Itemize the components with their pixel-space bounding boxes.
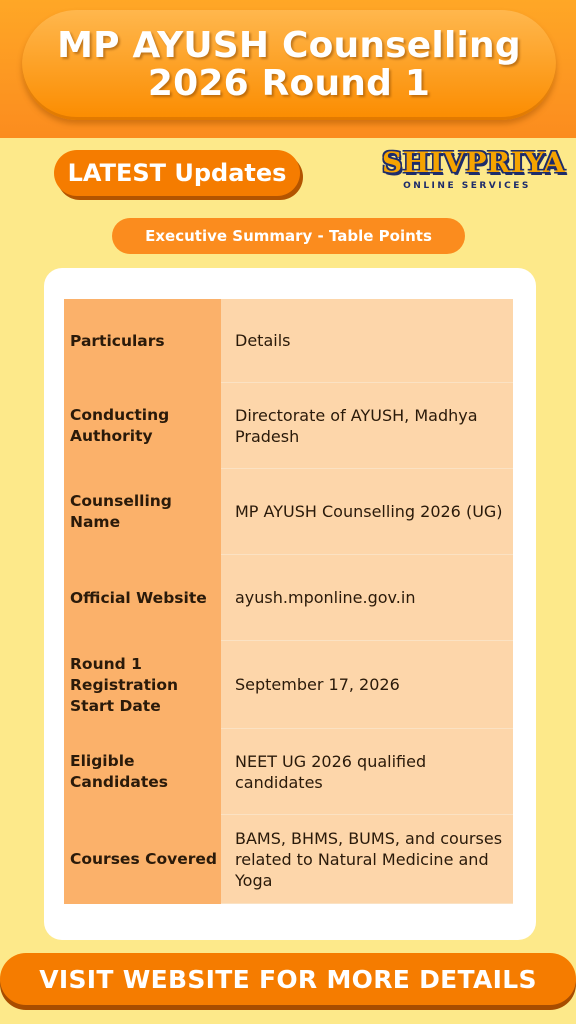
visit-website-button[interactable]: VISIT WEBSITE FOR MORE DETAILS bbox=[0, 953, 576, 1005]
table-row bbox=[64, 469, 513, 555]
row-label: Counselling Name bbox=[64, 469, 221, 555]
row-value: BAMS, BHMS, BUMS, and courses related to Natural Medicine and Yoga bbox=[221, 815, 513, 904]
table-row bbox=[64, 555, 513, 641]
summary-table bbox=[64, 299, 513, 904]
latest-updates-badge: LATEST Updates bbox=[54, 150, 300, 196]
row-label: Official Website bbox=[64, 555, 221, 641]
row-value: MP AYUSH Counselling 2026 (UG) bbox=[221, 469, 513, 555]
table-row bbox=[64, 729, 513, 815]
shivpriya-logo bbox=[382, 146, 566, 198]
row-value: ayush.mponline.gov.in bbox=[221, 555, 513, 641]
table-row bbox=[64, 299, 513, 383]
row-label: Courses Covered bbox=[64, 815, 221, 904]
table-row bbox=[64, 815, 513, 904]
logo-tagline: ONLINE SERVICES bbox=[403, 181, 531, 191]
title-line-2: 2026 Round 1 bbox=[147, 63, 431, 104]
row-value: Details bbox=[221, 299, 513, 383]
row-value: Directorate of AYUSH, Madhya Pradesh bbox=[221, 383, 513, 469]
page-title bbox=[22, 10, 556, 120]
table-row bbox=[64, 383, 513, 469]
row-label: Conducting Authority bbox=[64, 383, 221, 469]
row-label: Particulars bbox=[64, 299, 221, 383]
section-label: Executive Summary - Table Points bbox=[112, 218, 465, 254]
row-label: Eligible Candidates bbox=[64, 729, 221, 815]
table-row bbox=[64, 641, 513, 729]
title-line-1: MP AYUSH Counselling bbox=[57, 25, 521, 66]
logo-name: SHIVPRIYA bbox=[382, 146, 566, 179]
row-label: Round 1 Registration Start Date bbox=[64, 641, 221, 729]
row-value: September 17, 2026 bbox=[221, 641, 513, 729]
row-value: NEET UG 2026 qualified candidates bbox=[221, 729, 513, 815]
